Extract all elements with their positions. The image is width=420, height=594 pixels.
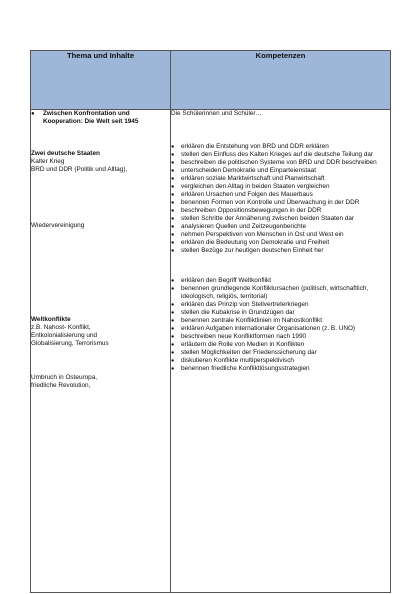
list-item: ● erklären die Entstehung von BRD und DDR erklären bbox=[171, 143, 390, 151]
list-item: ● erklären das Prinzip von Stellvertreterkriegen bbox=[171, 301, 390, 309]
list-item: ● benennen friedliche Konfliktlösungsstrategien bbox=[171, 365, 390, 373]
list-item: ● benennen zentrale Konfliktlinien im Nahostkonflikt bbox=[171, 317, 390, 325]
section-line: Umbruch in Osteuropa, bbox=[31, 374, 98, 381]
section-title-world-conflicts: Weltkonflikte bbox=[31, 316, 71, 323]
list-item: ● nehmen Perspektiven von Menschen in Ost und West ein bbox=[171, 231, 390, 239]
section-line: Globalisierung, Terrorismus bbox=[31, 340, 109, 347]
section-reunification: Wiedervereinigung bbox=[31, 222, 85, 229]
topics-cell bbox=[31, 110, 171, 593]
section-title-two-states: Zwei deutsche Staaten bbox=[31, 150, 100, 157]
list-item: ● diskutieren Konflikte multiperspektivisch bbox=[171, 357, 390, 365]
list-item: ● stellen die Kubakrise in Grundzügen dar bbox=[171, 309, 390, 317]
main-topic-text: Zwischen Konfrontation und Kooperation: Die Welt seit 1945 bbox=[43, 110, 139, 125]
list-item: ● stellen Schritte der Annäherung zwischen beiden Staaten dar bbox=[171, 215, 390, 223]
section-line: Kalter Krieg bbox=[31, 158, 65, 165]
section-line: friedliche Revolution, bbox=[31, 382, 91, 389]
competency-list-world-conflicts bbox=[171, 277, 390, 373]
header-topic: Thema und Inhalte bbox=[31, 51, 171, 110]
competencies-cell bbox=[171, 110, 391, 593]
list-item: ● unterscheiden Demokratie und Einparteienstaat bbox=[171, 167, 390, 175]
bullet-icon: ● bbox=[31, 111, 35, 117]
table-header-row bbox=[31, 51, 391, 110]
list-item: ● beschreiben neue Konfliktformen nach 1990 bbox=[171, 333, 390, 341]
list-item: ● beschreiben Oppositionsbewegungen in der DDR bbox=[171, 207, 390, 215]
list-item: ● erklären den Begriff Weltkonflikt bbox=[171, 277, 390, 285]
section-line: BRD und DDR (Politik und Alltag), bbox=[31, 166, 128, 173]
competencies-intro: Die Schülerinnen und Schüler… bbox=[171, 110, 262, 117]
curriculum-table bbox=[30, 50, 391, 593]
list-item: ● stellen Möglichkeiten der Friedenssicherung dar bbox=[171, 349, 390, 357]
main-topic bbox=[31, 110, 170, 126]
table-body-row bbox=[31, 110, 391, 593]
list-item: ● erklären Ursachen und Folgen des Mauerbaus bbox=[171, 191, 390, 199]
list-item: ● erklären soziale Marktwirtschaft und Planwirtschaft bbox=[171, 175, 390, 183]
list-item: ● stellen Bezüge zur heutigen deutschen Einheit her bbox=[171, 247, 390, 255]
list-item: ● stellen den Einfluss des Kalten Krieges auf die deutsche Teilung dar bbox=[171, 151, 390, 159]
list-item: ● benennen grundlegende Konfliktursachen (politisch, wirtschaftlich, ideologisch, religiös, territorial) bbox=[171, 285, 390, 301]
list-item: ● benennen Formen von Kontrolle und Überwachung in der DDR bbox=[171, 199, 390, 207]
section-line: z.B. Nahost- Konflikt, bbox=[31, 324, 91, 331]
header-competencies: Kompetenzen bbox=[171, 51, 391, 110]
list-item: ● erklären die Bedeutung von Demokratie und Freiheit bbox=[171, 239, 390, 247]
list-item: ● beschreiben die politischen Systeme von BRD und DDR beschreiben bbox=[171, 159, 390, 167]
list-item: ● erläutern die Rolle von Medien in Konflikten bbox=[171, 341, 390, 349]
section-line: Entkolonialisierung und bbox=[31, 332, 98, 339]
competency-list-two-states bbox=[171, 143, 390, 255]
list-item: ● vergleichen den Alltag in beiden Staaten vergleichen bbox=[171, 183, 390, 191]
list-item: ● erklären Aufgaben internationaler Organisationen (z. B. UNO) bbox=[171, 325, 390, 333]
list-item: ● analysieren Quellen und Zeitzeugenberichte bbox=[171, 223, 390, 231]
